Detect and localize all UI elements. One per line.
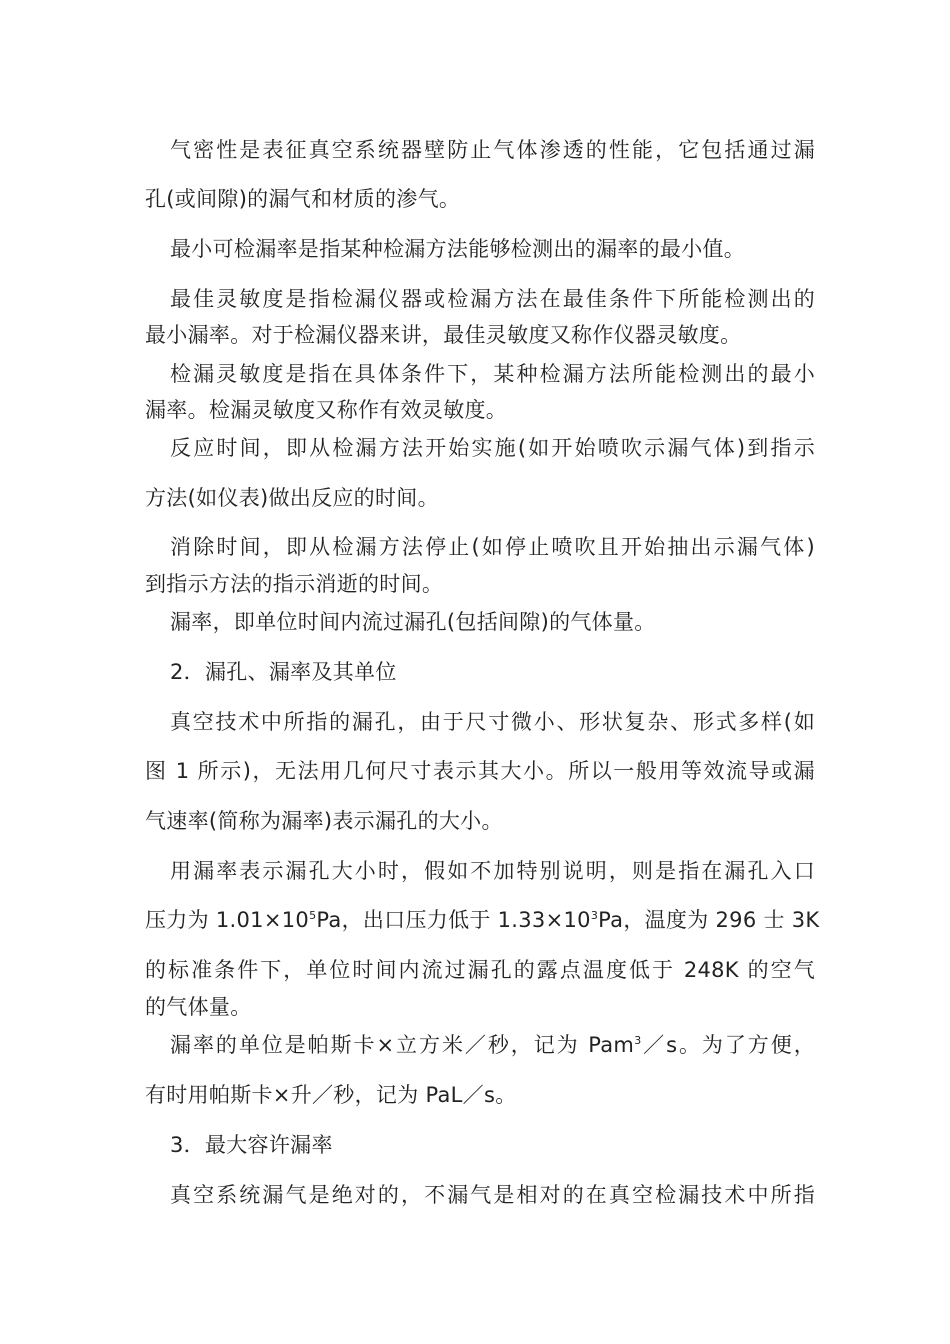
paragraph-leak-sensitivity-line-2: 漏率。检漏灵敏度又称作有效灵敏度。 (145, 398, 508, 422)
paragraph-leak-unit-line-2: 有时用帕斯卡×升／秒，记为 PaL／s。 (145, 1083, 517, 1107)
paragraph-standard-conditions-line-3: 的标准条件下，单位时间内流过漏孔的露点温度低于 248K 的空气 (145, 958, 815, 982)
paragraph-airtightness-line-2: 孔(或间隙)的漏气和材质的渗气。 (145, 187, 461, 211)
unit-text-a: 漏率的单位是帕斯卡×立方米／秒，记为 Pam (170, 1033, 635, 1057)
paragraph-response-time-line-1: 反应时间，即从检漏方法开始实施(如开始喷吹示漏气体)到指示 (170, 436, 815, 460)
unit-text-b: ／s。为了方便， (641, 1033, 816, 1057)
section-heading-3: 3．最大容许漏率 (170, 1133, 333, 1157)
paragraph-leak-sensitivity-line-1: 检漏灵敏度是指在具体条件下，某种检漏方法所能检测出的最小 (170, 362, 815, 386)
paragraph-standard-conditions-line-2 (145, 906, 820, 934)
paragraph-best-sensitivity-line-1: 最佳灵敏度是指检漏仪器或检漏方法在最佳条件下所能检测出的 (170, 287, 815, 311)
exponent-5: 5 (309, 909, 317, 922)
paragraph-leak-rate-definition: 漏率，即单位时间内流过漏孔(包括间隙)的气体量。 (170, 610, 656, 634)
exponent-3-unit: 3 (634, 1034, 642, 1047)
paragraph-response-time-line-2: 方法(如仪表)做出反应的时间。 (145, 486, 439, 510)
paragraph-clear-time-line-2: 到指示方法的指示消逝的时间。 (145, 572, 444, 596)
pressure-text-a: 压力为 1.01×10 (145, 908, 310, 932)
section-heading-2: 2．漏孔、漏率及其单位 (170, 660, 397, 684)
paragraph-leak-hole-line-3: 气速率(简称为漏率)表示漏孔的大小。 (145, 809, 503, 833)
pressure-text-b: Pa，出口压力低于 1.33×10 (316, 908, 591, 932)
paragraph-standard-conditions-line-1: 用漏率表示漏孔大小时，假如不加特别说明，则是指在漏孔入口 (170, 859, 815, 883)
paragraph-airtightness-line-1: 气密性是表征真空系统器壁防止气体渗透的性能，它包括通过漏 (170, 138, 815, 162)
paragraph-max-allowable-line-1: 真空系统漏气是绝对的，不漏气是相对的在真空检漏技术中所指 (170, 1183, 815, 1207)
paragraph-best-sensitivity-line-2: 最小漏率。对于检漏仪器来讲，最佳灵敏度又称作仪器灵敏度。 (145, 323, 742, 347)
paragraph-standard-conditions-line-4: 的气体量。 (145, 995, 252, 1019)
paragraph-leak-hole-line-1: 真空技术中所指的漏孔，由于尺寸微小、形状复杂、形式多样(如 (170, 710, 815, 734)
paragraph-leak-hole-line-2: 图 1 所示)，无法用几何尺寸表示其大小。所以一般用等效流导或漏 (145, 759, 815, 783)
paragraph-min-detectable-rate: 最小可检漏率是指某种检漏方法能够检测出的漏率的最小值。 (170, 237, 746, 261)
paragraph-leak-unit-line-1 (170, 1031, 815, 1059)
paragraph-clear-time-line-1: 消除时间，即从检漏方法停止(如停止喷吹且开始抽出示漏气体) (170, 535, 815, 559)
pressure-text-c: Pa，温度为 296 士 3K (598, 908, 820, 932)
exponent-3: 3 (590, 909, 599, 922)
